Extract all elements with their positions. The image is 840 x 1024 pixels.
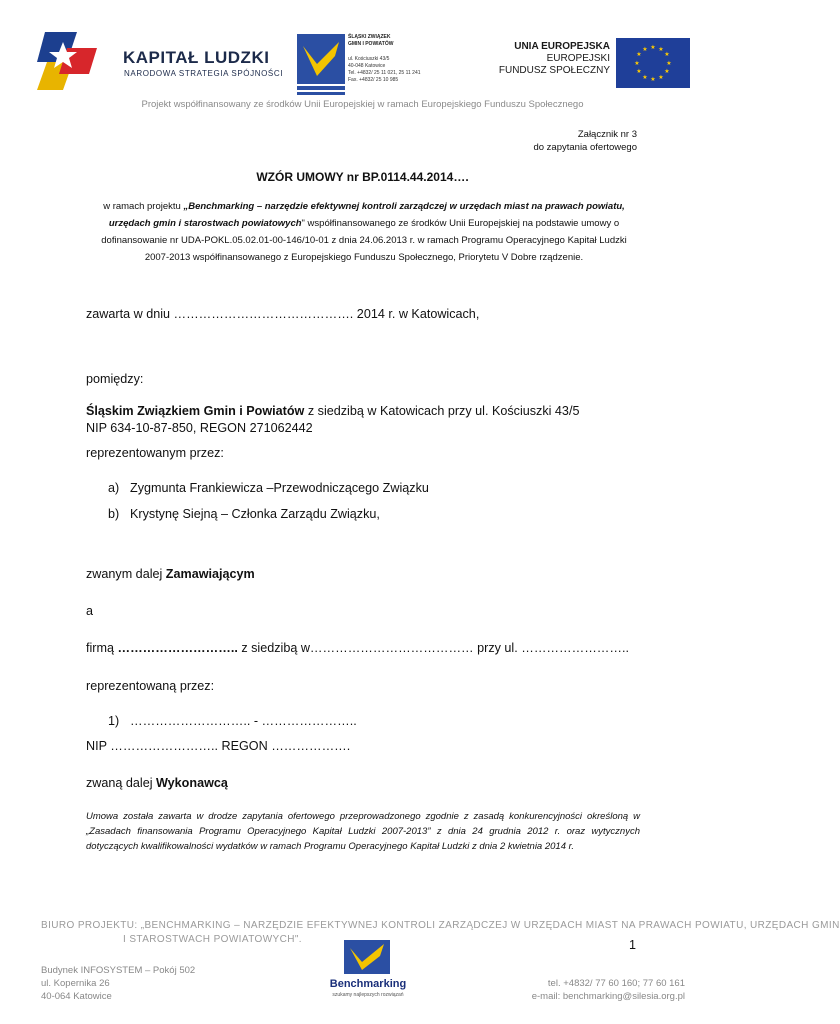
project-cofinancing-note: Projekt współfinansowany ze środków Unii Europejskiej w ramach Europejskiego Funduszu Społecznego <box>141 99 584 110</box>
zwiazek-emblem-icon <box>297 34 345 96</box>
zwiazek-logo <box>297 34 442 96</box>
benchmarking-name: Benchmarking <box>329 978 407 990</box>
zwiazek-name-line1: ŚLĄSKI ZWIĄZEK <box>348 34 391 40</box>
svg-text:★: ★ <box>650 44 656 51</box>
benchmarking-emblem-icon <box>340 938 394 978</box>
project-description <box>90 198 638 266</box>
office-address1: Budynek INFOSYSTEM – Pokój 502 <box>41 965 196 976</box>
rep-item-a <box>108 481 429 495</box>
office-address3: 40-064 Katowice <box>41 991 112 1002</box>
desc-rest: " współfinansowanego ze środków Unii Europejskiej na podstawie umowy o dofinansowanie nr UDA-POKL.05.02.01-00-146/10-01 z dnia 24.06.2013 r. w ramach Programu Operacyjnego Kapitał Ludzki 2007-2013 współfinansowanego z Europejskiego Funduszu Społecznego, Priorytetu V Dobre rządzenie. <box>101 218 627 263</box>
represented-by-label: reprezentowanym przez: <box>86 446 224 460</box>
rep2-item-text: ……………………….. - ………………….. <box>130 714 357 728</box>
called2-prefix: zwaną dalej <box>86 776 157 790</box>
contractor-ids-line: NIP …………………….. REGON ………………. <box>86 739 351 753</box>
office-phone: tel. +4832/ 77 60 160; 77 60 161 <box>547 978 685 989</box>
ue-line3: FUNDUSZ SPOŁECZNY <box>498 65 610 76</box>
rep2-item-num: 1) <box>108 714 120 728</box>
svg-text:★: ★ <box>664 68 670 75</box>
svg-text:★: ★ <box>642 74 648 81</box>
kapital-ludzki-subtitle: NARODOWA STRATEGIA SPÓJNOŚCI <box>124 69 284 78</box>
kapital-ludzki-logo <box>32 26 284 96</box>
kapital-ludzki-emblem-icon <box>37 28 103 94</box>
between-label: pomiędzy: <box>86 372 144 386</box>
firm-blank: ……………………….. <box>117 641 238 655</box>
svg-text:★: ★ <box>650 76 656 83</box>
rep-item-a-text: Zygmunta Frankiewicza –Przewodniczącego Związku <box>130 481 429 495</box>
contract-basis-note: Umowa została zawarta w drodze zapytania ofertowego przeprowadzonego zgodnie z zasadą konkurencyjności określoną w „Zasadach finansowania Programu Operacyjnego Kapitał Ludzki 2007-2013” z dnia 24 grudnia 2012 r. oraz wytycznych dotyczących kwalifikowalności wydatków w ramach Programu Operacyjnego Kapitał Ludzki z dnia 2 kwietnia 2014 r. <box>86 811 640 852</box>
ue-line1: UNIA EUROPEJSKA <box>514 41 610 52</box>
project-office-line1: BIURO PROJEKTU: „BENCHMARKING – NARZĘDZIE EFEKTYWNEJ KONTROLI ZARZĄDCZEJ W URZĘDACH MIAST NA PRAWACH POWIATU, URZĘDACH GMIN <box>41 920 840 931</box>
firm-line <box>86 641 629 655</box>
zwiazek-fax: Fax. +4832/ 25 10 985 <box>348 77 399 83</box>
party1-line <box>86 404 579 418</box>
svg-text:★: ★ <box>666 60 672 67</box>
firm-seat-blanks: z siedzibą w………………………………… przy ul. …………………….. <box>237 641 629 655</box>
eu-flag-icon <box>616 38 690 88</box>
rep-item-a-num: a) <box>108 481 120 495</box>
ue-line2: EUROPEJSKI <box>546 53 610 64</box>
svg-text:★: ★ <box>642 46 648 53</box>
represented-by2-label: reprezentowaną przez: <box>86 679 215 693</box>
and-label: a <box>86 604 94 618</box>
attachment-line2: do zapytania ofertowego <box>533 142 637 153</box>
zwiazek-address1: ul. Kościuszki 43/5 <box>348 56 390 62</box>
document-title: WZÓR UMOWY nr BP.0114.44.2014…. <box>256 170 469 184</box>
contractor-line <box>86 776 228 790</box>
benchmarking-logo <box>316 938 420 1000</box>
svg-text:★: ★ <box>664 51 670 58</box>
benchmarking-tagline: szukamy najlepszych rozwiązań <box>332 992 404 998</box>
zwiazek-phone: Tel. +4832/ 25 11 021, 25 11 241 <box>348 70 421 76</box>
kapital-ludzki-title: KAPITAŁ LUDZKI <box>123 48 270 67</box>
called-prefix: zwanym dalej <box>86 567 166 581</box>
party1-ids: NIP 634-10-87-850, REGON 271062442 <box>86 421 313 435</box>
svg-text:★: ★ <box>658 46 664 53</box>
rep-item-b-num: b) <box>108 507 120 521</box>
party1-name: Śląskim Związkiem Gmin i Powiatów <box>86 404 305 418</box>
svg-text:★: ★ <box>634 60 640 67</box>
ordering-party-line <box>86 567 255 581</box>
concluded-line: zawarta w dniu ……………………………………. 2014 r. w Katowicach, <box>86 307 480 321</box>
zwiazek-name-line2: GMIN I POWIATÓW <box>348 41 394 47</box>
attachment-line1: Załącznik nr 3 <box>577 129 637 140</box>
rep-item-b-text: Krystynę Siejną – Członka Zarządu Związku, <box>130 507 380 521</box>
svg-text:★: ★ <box>636 68 642 75</box>
page-number: 1 <box>628 938 636 952</box>
contractor-role: Wykonawcą <box>156 776 228 790</box>
party1-seat: z siedzibą w Katowicach przy ul. Kościuszki 43/5 <box>304 404 580 418</box>
attachment-label <box>533 128 637 154</box>
ordering-party-role: Zamawiającym <box>165 567 255 581</box>
svg-text:★: ★ <box>636 51 642 58</box>
desc-prefix: w ramach projektu <box>103 201 184 212</box>
firm-prefix: firmą <box>86 641 118 655</box>
desc-project-title: „Benchmarking – narzędzie efektywnej kontroli zarządczej w urzędach miast na prawach powiatu, urzędach gmin i starostwach powiatowych <box>108 201 625 229</box>
zwiazek-address2: 40-048 Katowice <box>348 63 386 69</box>
ue-efs-logo <box>500 36 690 92</box>
office-email: e-mail: benchmarking@silesia.org.pl <box>531 991 685 1002</box>
project-office-line2: I STAROSTWACH POWIATOWYCH". <box>123 934 302 945</box>
rep2-item <box>108 714 357 728</box>
office-address2: ul. Kopernika 26 <box>41 978 110 989</box>
svg-text:★: ★ <box>658 74 664 81</box>
rep-item-b <box>108 507 380 521</box>
